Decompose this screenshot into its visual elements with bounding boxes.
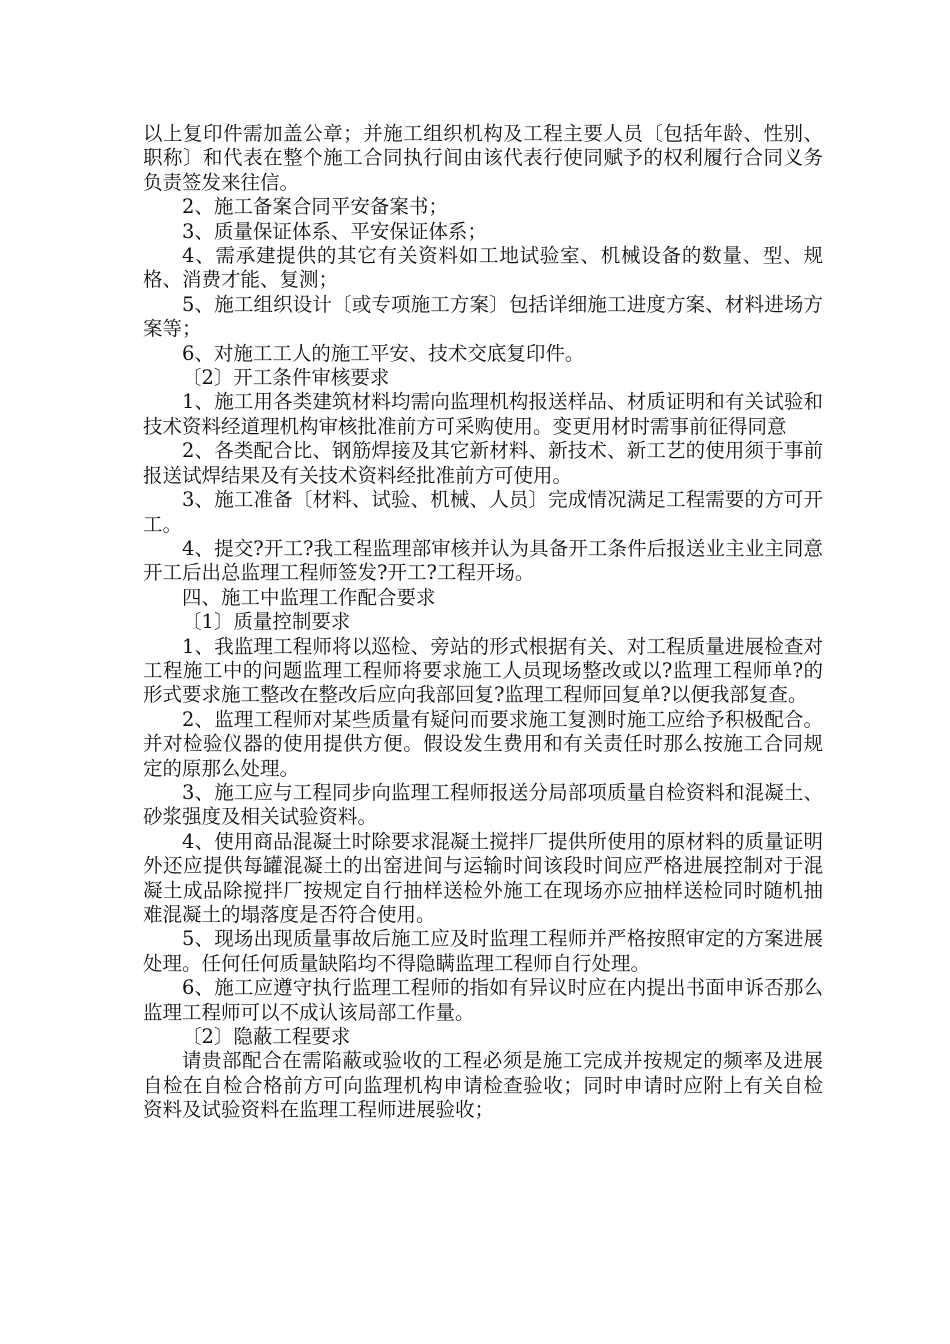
paragraph: 5、现场出现质量事故后施工应及时监理工程师并严格按照审定的方案进展处理。任何任何质量缺陷均不得隐瞒监理工程师自行处理。 — [143, 927, 823, 975]
paragraph: 4、提交?开工?我工程监理部审核并认为具备开工条件后报送业主业主同意开工后出总监理工程师签发?开工?工程开场。 — [143, 536, 823, 585]
paragraph: 〔1〕质量控制要求 — [182, 610, 351, 634]
paragraph: 3、施工准备〔材料、试验、机械、人员〕完成情况满足工程需要的方可开工。 — [143, 488, 823, 536]
paragraph: 3、质量保证体系、平安保证体系； — [182, 219, 487, 243]
paragraph: 请贵部配合在需陷蔽或验收的工程必须是施工完成并按规定的频率及进展自检在自检合格前方可向监理机构申请检查验收；同时申请时应附上有关自检资料及试验资料在监理工程师进展验收； — [143, 1049, 823, 1122]
paragraph: 4、使用商品混凝土时除要求混凝土搅拌厂提供所使用的原材料的质量证明外还应提供每罐混凝土的出窑进间与运输时间该段时间应严格进展控制对于混凝土成品除搅拌厂按规定自行抽样送检外施工在现场亦应抽样送检同时随机抽难混凝土的塌落度是否符合使用。 — [143, 829, 823, 926]
paragraph: 〔2〕开工条件审核要求 — [182, 366, 390, 390]
document-page — [143, 122, 823, 1123]
paragraph: 2、施工备案合同平安备案书； — [182, 195, 448, 219]
paragraph: 3、施工应与工程同步向监理工程师报送分局部项质量自检资料和混凝土、砂浆强度及相关试验资料。 — [143, 780, 823, 829]
paragraph: 四、施工中监理工作配合要求 — [182, 585, 436, 609]
paragraph: 5、施工组织设计〔或专项施工方案〕包括详细施工进度方案、材料进场方案等； — [143, 292, 823, 341]
paragraph: 6、对施工工人的施工平安、技术交底复印件。 — [182, 341, 585, 365]
paragraph: 6、施工应遵守执行监理工程师的指如有异议时应在内提出书面申诉否那么监理工程师可以不成认该局部工作量。 — [143, 976, 823, 1024]
paragraph: 4、需承建提供的其它有关资料如工地试验室、机械设备的数量、型、规格、消费才能、复测； — [143, 244, 823, 292]
paragraph: 以上复印件需加盖公章；并施工组织机构及工程主要人员〔包括年龄、性别、职称〕和代表在整个施工合同执行间由该代表行使同赋予的权利履行合同义务负责签发来往信。 — [143, 122, 823, 194]
paragraph: 1、施工用各类建筑材料均需向监理机构报送样品、材质证明和有关试验和技术资料经道理机构审核批准前方可采购使用。变更用材时需事前征得同意 — [143, 390, 823, 438]
paragraph: 2、监理工程师对某些质量有疑问而要求施工复测时施工应给予积极配合。并对检验仪器的使用提供方便。假设发生费用和有关责任时那么按施工合同规定的原那么处理。 — [143, 707, 823, 780]
paragraph: 1、我监理工程师将以巡检、旁站的形式根据有关、对工程质量进展检查对工程施工中的问题监理工程师将要求施工人员现场整改或以?监理工程师单?的形式要求施工整改在整改后应向我部回复?监理工程师回复单?以便我部复查。 — [143, 634, 823, 707]
paragraph: 〔2〕隐蔽工程要求 — [182, 1025, 351, 1049]
paragraph: 2、各类配合比、钢筋焊接及其它新材料、新技术、新工艺的使用须于事前报送试焊结果及有关技术资料经批准前方可使用。 — [143, 439, 823, 487]
